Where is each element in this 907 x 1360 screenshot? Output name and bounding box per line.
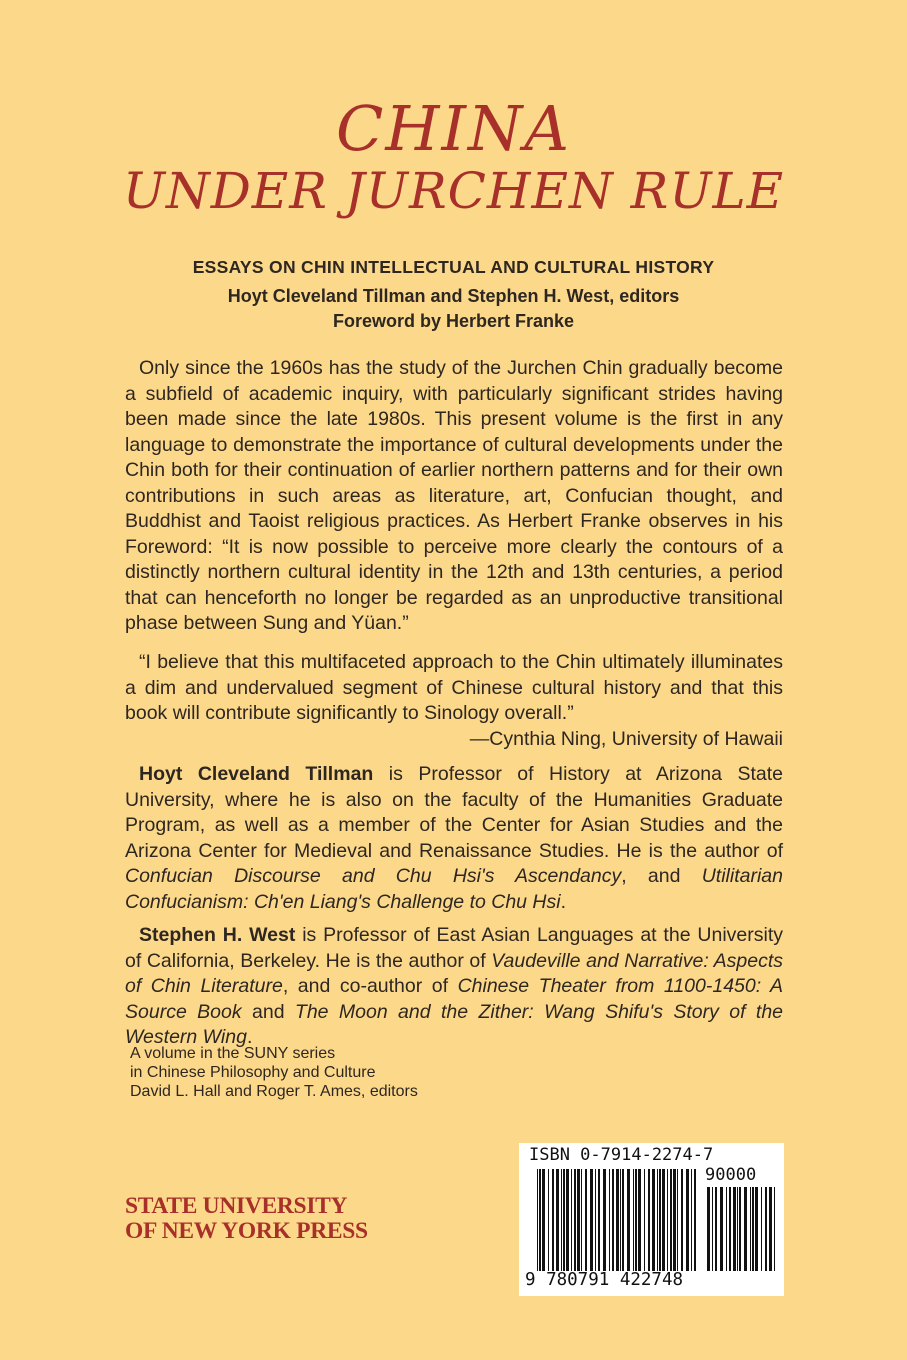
barcode-bar	[761, 1187, 762, 1271]
barcode-bar	[561, 1169, 562, 1271]
price-addon-number: 90000	[705, 1165, 757, 1185]
subtitle: ESSAYS ON CHIN INTELLECTUAL AND CULTURAL HISTORY	[192, 257, 715, 277]
barcode-bar	[691, 1169, 692, 1271]
barcode-bar	[563, 1169, 565, 1271]
isbn-label: ISBN 0-7914-2274-7	[529, 1145, 714, 1165]
book-title: Vaudeville and Narrative: Aspects of Chin Literature	[125, 949, 783, 997]
barcode-bar	[635, 1169, 637, 1271]
book-title: The Moon and the Zither: Wang Shifu's Story of the Western Wing	[125, 1000, 784, 1048]
barcode-bar	[644, 1169, 645, 1271]
barcode-bar	[681, 1169, 683, 1271]
barcode-bar	[571, 1169, 572, 1271]
barcode-bar	[750, 1187, 751, 1271]
title-line-2: UNDER JURCHEN RULE	[122, 162, 785, 220]
barcode-bar	[715, 1187, 717, 1271]
barcode-bar	[752, 1187, 754, 1271]
foreword-line: Foreword by Herbert Franke	[332, 311, 575, 331]
barcode-bars	[537, 1169, 697, 1271]
barcode-bar	[769, 1187, 772, 1271]
barcode-bar	[659, 1169, 661, 1271]
barcode-bar	[712, 1187, 713, 1271]
barcode-bar	[726, 1187, 727, 1271]
isbn-barcode	[519, 1143, 784, 1296]
barcode-bar	[648, 1169, 650, 1271]
bio-name: Hoyt Cleveland Tillman	[139, 763, 374, 785]
barcode-bar	[539, 1169, 541, 1271]
title-line-1: CHINA	[335, 92, 572, 165]
barcode-bar	[677, 1169, 678, 1271]
author-bio-west: Stephen H. West is Professor of East Asian Languages at the University of California, Berkeley. He is the author of Vaudeville and Narrative: Aspects of Chin Literature, and co-author of Chinese Theater from 1100-1450: A Source Book and The Moon and the Zither: Wang Shifu's Story of the Western Wing.	[125, 924, 784, 1048]
barcode-bar	[737, 1187, 738, 1271]
barcode-bar	[657, 1169, 658, 1271]
barcode-bar	[577, 1169, 580, 1271]
barcode-bar	[595, 1169, 596, 1271]
barcode-bar	[739, 1187, 741, 1271]
barcode-bar	[694, 1169, 696, 1271]
barcode-bar	[733, 1187, 736, 1271]
barcode-bar	[638, 1169, 641, 1271]
editors-line: Hoyt Cleveland Tillman and Stephen H. West, editors	[227, 286, 680, 306]
barcode-bar	[537, 1169, 538, 1271]
barcode-bar	[603, 1169, 606, 1271]
barcode-bar	[774, 1187, 775, 1271]
barcode-bar	[755, 1187, 758, 1271]
barcode-bar	[585, 1169, 587, 1271]
barcode-bar	[744, 1187, 747, 1271]
barcode-bar	[581, 1169, 582, 1271]
barcode-bar	[556, 1169, 559, 1271]
barcode-bar	[620, 1169, 621, 1271]
barcode-bar	[622, 1169, 624, 1271]
barcode-bar	[686, 1169, 689, 1271]
barcode-bar	[574, 1169, 576, 1271]
barcode-bar	[729, 1187, 731, 1271]
quote-text: “I believe that this multifaceted approach to the Chin ultimately illuminates a dim and undervalued segment of Chinese cultural history and that this book will contribute significantly to Sinology overall.”	[125, 651, 783, 724]
barcode-bar	[590, 1169, 593, 1271]
barcode-bar	[652, 1169, 655, 1271]
barcode-bar	[662, 1169, 665, 1271]
barcode-bar	[566, 1169, 569, 1271]
book-title: Utilitarian Confucianism: Ch'en Liang's Challenge to Chu Hsi	[125, 865, 783, 913]
book-title: Confucian Discourse and Chu Hsi's Ascendancy	[125, 865, 622, 887]
description-paragraph: Only since the 1960s has the study of the Jurchen Chin gradually become a subfield of academic inquiry, with particularly significant strides having been made since the late 1980s. This present volume is the first in any language to demonstrate the importance of cultural developments under the Chin both for their continuation of earlier northern patterns and for their own contributions in such areas as literature, art, Confucian thought, and Buddhist and Taoist religious practices. As Herbert Franke observes in his Foreword: “It is now possible to perceive more clearly the contours of a distinctly northern cultural identity in the 12th and 13th centuries, a period that can henceforth no longer be regarded as an unproductive transitional phase between Sung and Yüan.”	[125, 357, 783, 634]
barcode-bar	[612, 1169, 614, 1271]
author-bio-tillman: Hoyt Cleveland Tillman is Professor of History at Arizona State University, where he is also on the faculty of the Humanities Graduate Program, as well as a member of the Center for Asian Studies and the Arizona Center for Medieval and Renaissance Studies. He is the author of Confucian Discourse and Chu Hsi's Ascendancy, and Utilitarian Confucianism: Ch'en Liang's Challenge to Chu Hsi.	[125, 763, 783, 913]
barcode-bar	[667, 1169, 668, 1271]
barcode-bar	[542, 1169, 545, 1271]
barcode-bar	[670, 1169, 672, 1271]
barcode-bar	[552, 1169, 554, 1271]
series-note: A volume in the SUNY series in Chinese Philosophy and Culture David L. Hall and Roger T. Ames, editors	[130, 1045, 418, 1100]
barcode-bar	[616, 1169, 619, 1271]
barcode-bar	[598, 1169, 600, 1271]
barcode-bar	[609, 1169, 610, 1271]
barcode-bar	[673, 1169, 676, 1271]
addon-barcode-bars	[707, 1187, 775, 1271]
barcode-bar	[627, 1169, 630, 1271]
review-quote	[125, 650, 783, 752]
bio-name: Stephen H. West	[139, 924, 296, 946]
barcode-bar	[707, 1187, 710, 1271]
barcode-bar	[720, 1187, 723, 1271]
ean-number: 9 780791 422748	[525, 1270, 684, 1290]
barcode-bar	[765, 1187, 767, 1271]
barcode-bar	[548, 1169, 549, 1271]
book-title: Chinese Theater from 1100-1450: A Source Book	[125, 975, 783, 1023]
barcode-bar	[633, 1169, 634, 1271]
quote-attribution: —Cynthia Ning, University of Hawaii	[469, 727, 783, 750]
publisher-logo: STATE UNIVERSITY OF NEW YORK PRESS	[125, 1193, 368, 1244]
